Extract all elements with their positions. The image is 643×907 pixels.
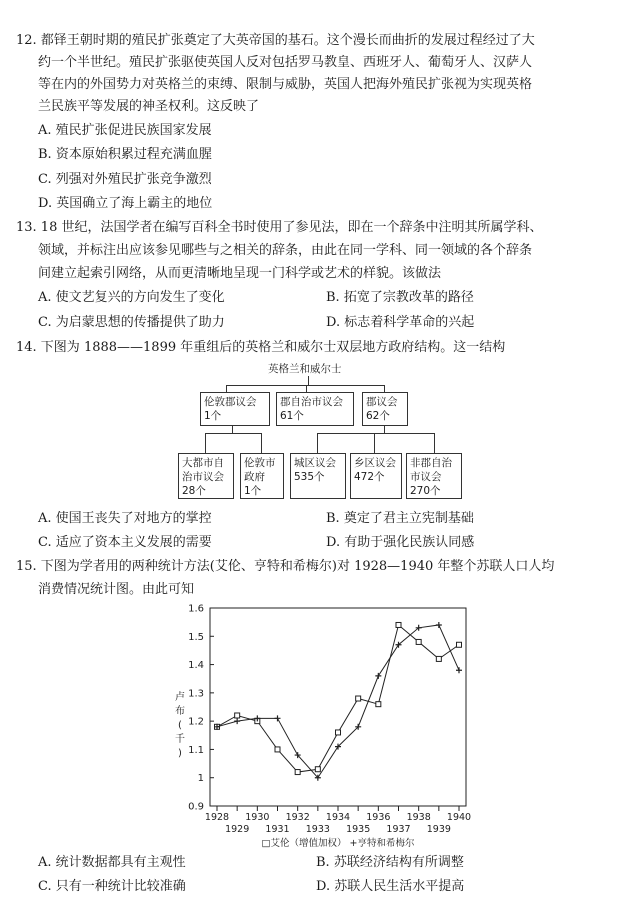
series-point-square xyxy=(275,747,280,752)
q13-option-b[interactable]: B. 拓宽了宗教改革的路径 xyxy=(326,290,474,305)
y-axis-label-char: 布 xyxy=(175,706,185,717)
y-tick-label: 1.6 xyxy=(188,603,204,615)
x-tick-label: 1937 xyxy=(386,824,411,835)
q13-stem-line3: 间建立起索引网络，从而更清晰地呈现一门科学或艺术的样貌。该做法 xyxy=(38,266,442,281)
series-point-plus xyxy=(375,673,381,679)
org-connector xyxy=(308,376,309,385)
consumption-line-chart xyxy=(0,600,643,860)
y-tick-label: 1.3 xyxy=(188,688,204,700)
q15-stem-line2: 消费情况统计图。由此可知 xyxy=(38,582,195,597)
q13-option-a[interactable]: A. 使文艺复兴的方向发生了变化 xyxy=(38,290,225,305)
q15-stem-line1: 15. 下图为学者用的两种统计方法(艾伦、亨特和希梅尔)对 1928—1940 年整个苏联人口人均 xyxy=(16,559,555,574)
y-tick-label: 1.2 xyxy=(188,716,204,728)
q13-stem-line1: 13. 18 世纪，法国学者在编写百科全书时使用了参见法，即在一个辞条中注明其所属学科、 xyxy=(16,220,543,235)
org-box-city-of-london xyxy=(240,453,284,499)
y-axis-label-char: 卢 xyxy=(175,692,185,703)
x-tick-label: 1932 xyxy=(285,812,310,823)
series-point-square xyxy=(416,639,421,644)
q12-stem-line4: 兰民族平等发展的神圣权利。这反映了 xyxy=(38,99,260,114)
org-box-name: 郡自治市议会 xyxy=(280,396,343,408)
q12-option-a[interactable]: A. 殖民扩张促进民族国家发展 xyxy=(38,123,212,138)
series-point-square xyxy=(336,730,341,735)
x-tick-label: 1936 xyxy=(366,812,391,823)
y-tick-label: 1.5 xyxy=(188,631,204,643)
x-tick-label: 1934 xyxy=(325,812,351,823)
org-box-count: 1个 xyxy=(204,410,222,422)
q12-option-c[interactable]: C. 列强对外殖民扩张竞争激烈 xyxy=(38,172,212,187)
q12-stem-line2: 约一个半世纪。殖民扩张驱使英国人反对包括罗马教皇、西班牙人、葡萄牙人、汉萨人 xyxy=(38,55,533,70)
y-tick-label: 0.9 xyxy=(188,801,204,813)
q15-option-d[interactable]: D. 苏联人民生活水平提高 xyxy=(316,879,465,894)
org-connector xyxy=(317,433,318,453)
org-box-count: 62个 xyxy=(366,410,390,422)
x-tick-label: 1933 xyxy=(305,824,330,835)
x-tick-label: 1940 xyxy=(446,812,472,823)
q12-option-b[interactable]: B. 资本原始积累过程充满血腥 xyxy=(38,147,212,162)
org-box-line2: 535个 xyxy=(294,471,325,483)
q14-option-b[interactable]: B. 奠定了君主立宪制基础 xyxy=(326,511,474,526)
q12-stem-line3: 等在内的外国势力对英格兰的束缚、限制与威胁，英国人把海外殖民扩张视为实现英格 xyxy=(38,77,533,92)
y-axis-label-char: 千 xyxy=(175,734,185,745)
org-box-line1: 城区议会 xyxy=(294,457,336,469)
x-tick-label: 1931 xyxy=(265,824,290,835)
org-connector xyxy=(384,385,385,392)
q14-option-a[interactable]: A. 使国王丧失了对地方的掌控 xyxy=(38,511,212,526)
org-box-count: 270个 xyxy=(410,485,441,497)
y-axis-label-char: ( xyxy=(178,720,182,731)
series-line xyxy=(217,625,459,772)
org-connector xyxy=(226,385,227,392)
org-connector xyxy=(205,433,261,434)
series-point-square xyxy=(396,622,401,627)
org-box-name: 伦敦郡议会 xyxy=(204,396,257,408)
org-box-count: 1个 xyxy=(244,485,262,497)
chart-legend: □艾伦（增值加权） +亨特和希梅尔 xyxy=(261,838,415,849)
org-box-line2: 政府 xyxy=(244,471,265,483)
x-tick-label: 1939 xyxy=(426,824,451,835)
q13-option-c[interactable]: C. 为启蒙思想的传播提供了助力 xyxy=(38,315,225,330)
q13-stem-line2: 领域，并标注出应该参见哪些与之相关的辞条，由此在同一学科、同一领域的各个辞条 xyxy=(38,243,533,258)
q13-option-d[interactable]: D. 标志着科学革命的兴起 xyxy=(326,315,475,330)
plot-frame xyxy=(210,608,466,806)
x-tick-label: 1938 xyxy=(406,812,431,823)
series-point-plus xyxy=(456,667,462,673)
x-tick-label: 1930 xyxy=(245,812,270,823)
series-point-square xyxy=(436,656,441,661)
org-connector xyxy=(384,426,385,433)
org-box-line1: 伦敦市 xyxy=(244,457,276,469)
org-box-count: 28个 xyxy=(182,485,206,497)
org-connector xyxy=(232,426,233,433)
org-box-count: 61个 xyxy=(280,410,304,422)
series-point-plus xyxy=(436,622,442,628)
org-box-line1: 大都市自 xyxy=(182,457,224,469)
q15-option-a[interactable]: A. 统计数据都具有主观性 xyxy=(38,855,186,870)
org-connector xyxy=(317,433,434,434)
series-point-plus xyxy=(275,715,281,721)
y-tick-label: 1 xyxy=(197,773,204,785)
y-tick-label: 1.4 xyxy=(188,660,204,672)
q14-stem-line1: 14. 下图为 1888——1899 年重组后的英格兰和威尔士双层地方政府结构。这一结构 xyxy=(16,340,506,355)
series-point-square xyxy=(315,767,320,772)
x-tick-label: 1935 xyxy=(346,824,371,835)
x-tick-label: 1928 xyxy=(204,812,230,823)
org-box-line2: 市议会 xyxy=(410,471,442,483)
q15-option-b[interactable]: B. 苏联经济结构有所调整 xyxy=(316,855,464,870)
org-box-non-county-borough-council xyxy=(406,453,462,499)
org-connector xyxy=(306,385,307,392)
x-tick-label: 1929 xyxy=(225,824,250,835)
series-point-plus xyxy=(234,718,240,724)
org-box-name: 郡议会 xyxy=(366,396,398,408)
q12-stem-line1: 12. 都铎王朝时期的殖民扩张奠定了大英帝国的基石。这个漫长而曲折的发展过程经过了大 xyxy=(16,33,535,48)
org-box-london-county-council xyxy=(200,392,270,426)
org-connector xyxy=(434,433,435,453)
org-root-label: 英格兰和威尔士 xyxy=(268,363,342,375)
q14-option-c[interactable]: C. 适应了资本主义发展的需要 xyxy=(38,535,212,550)
org-box-line1: 非郡自治 xyxy=(410,457,452,469)
org-box-line1: 乡区议会 xyxy=(354,457,396,469)
org-box-rural-district-council xyxy=(350,453,402,499)
org-box-line2: 治市议会 xyxy=(182,471,224,483)
series-point-square xyxy=(376,702,381,707)
y-axis-label-char: ) xyxy=(178,748,182,759)
org-connector xyxy=(205,433,206,453)
org-box-county-borough-council xyxy=(276,392,354,426)
org-box-line2: 472个 xyxy=(354,471,385,483)
q12-option-d[interactable]: D. 英国确立了海上霸主的地位 xyxy=(38,196,213,211)
series-point-square xyxy=(295,770,300,775)
org-connector xyxy=(374,433,375,453)
org-box-metropolitan-borough-council xyxy=(178,453,234,499)
q14-option-d[interactable]: D. 有助于强化民族认同感 xyxy=(326,535,475,550)
org-box-county-council xyxy=(362,392,408,426)
series-point-square xyxy=(235,713,240,718)
y-tick-label: 1.1 xyxy=(188,744,204,756)
series-point-square xyxy=(457,642,462,647)
series-point-square xyxy=(356,696,361,701)
q15-option-c[interactable]: C. 只有一种统计比较准确 xyxy=(38,879,186,894)
org-box-urban-district-council xyxy=(290,453,346,499)
series-line xyxy=(217,625,459,778)
org-connector xyxy=(261,433,262,453)
